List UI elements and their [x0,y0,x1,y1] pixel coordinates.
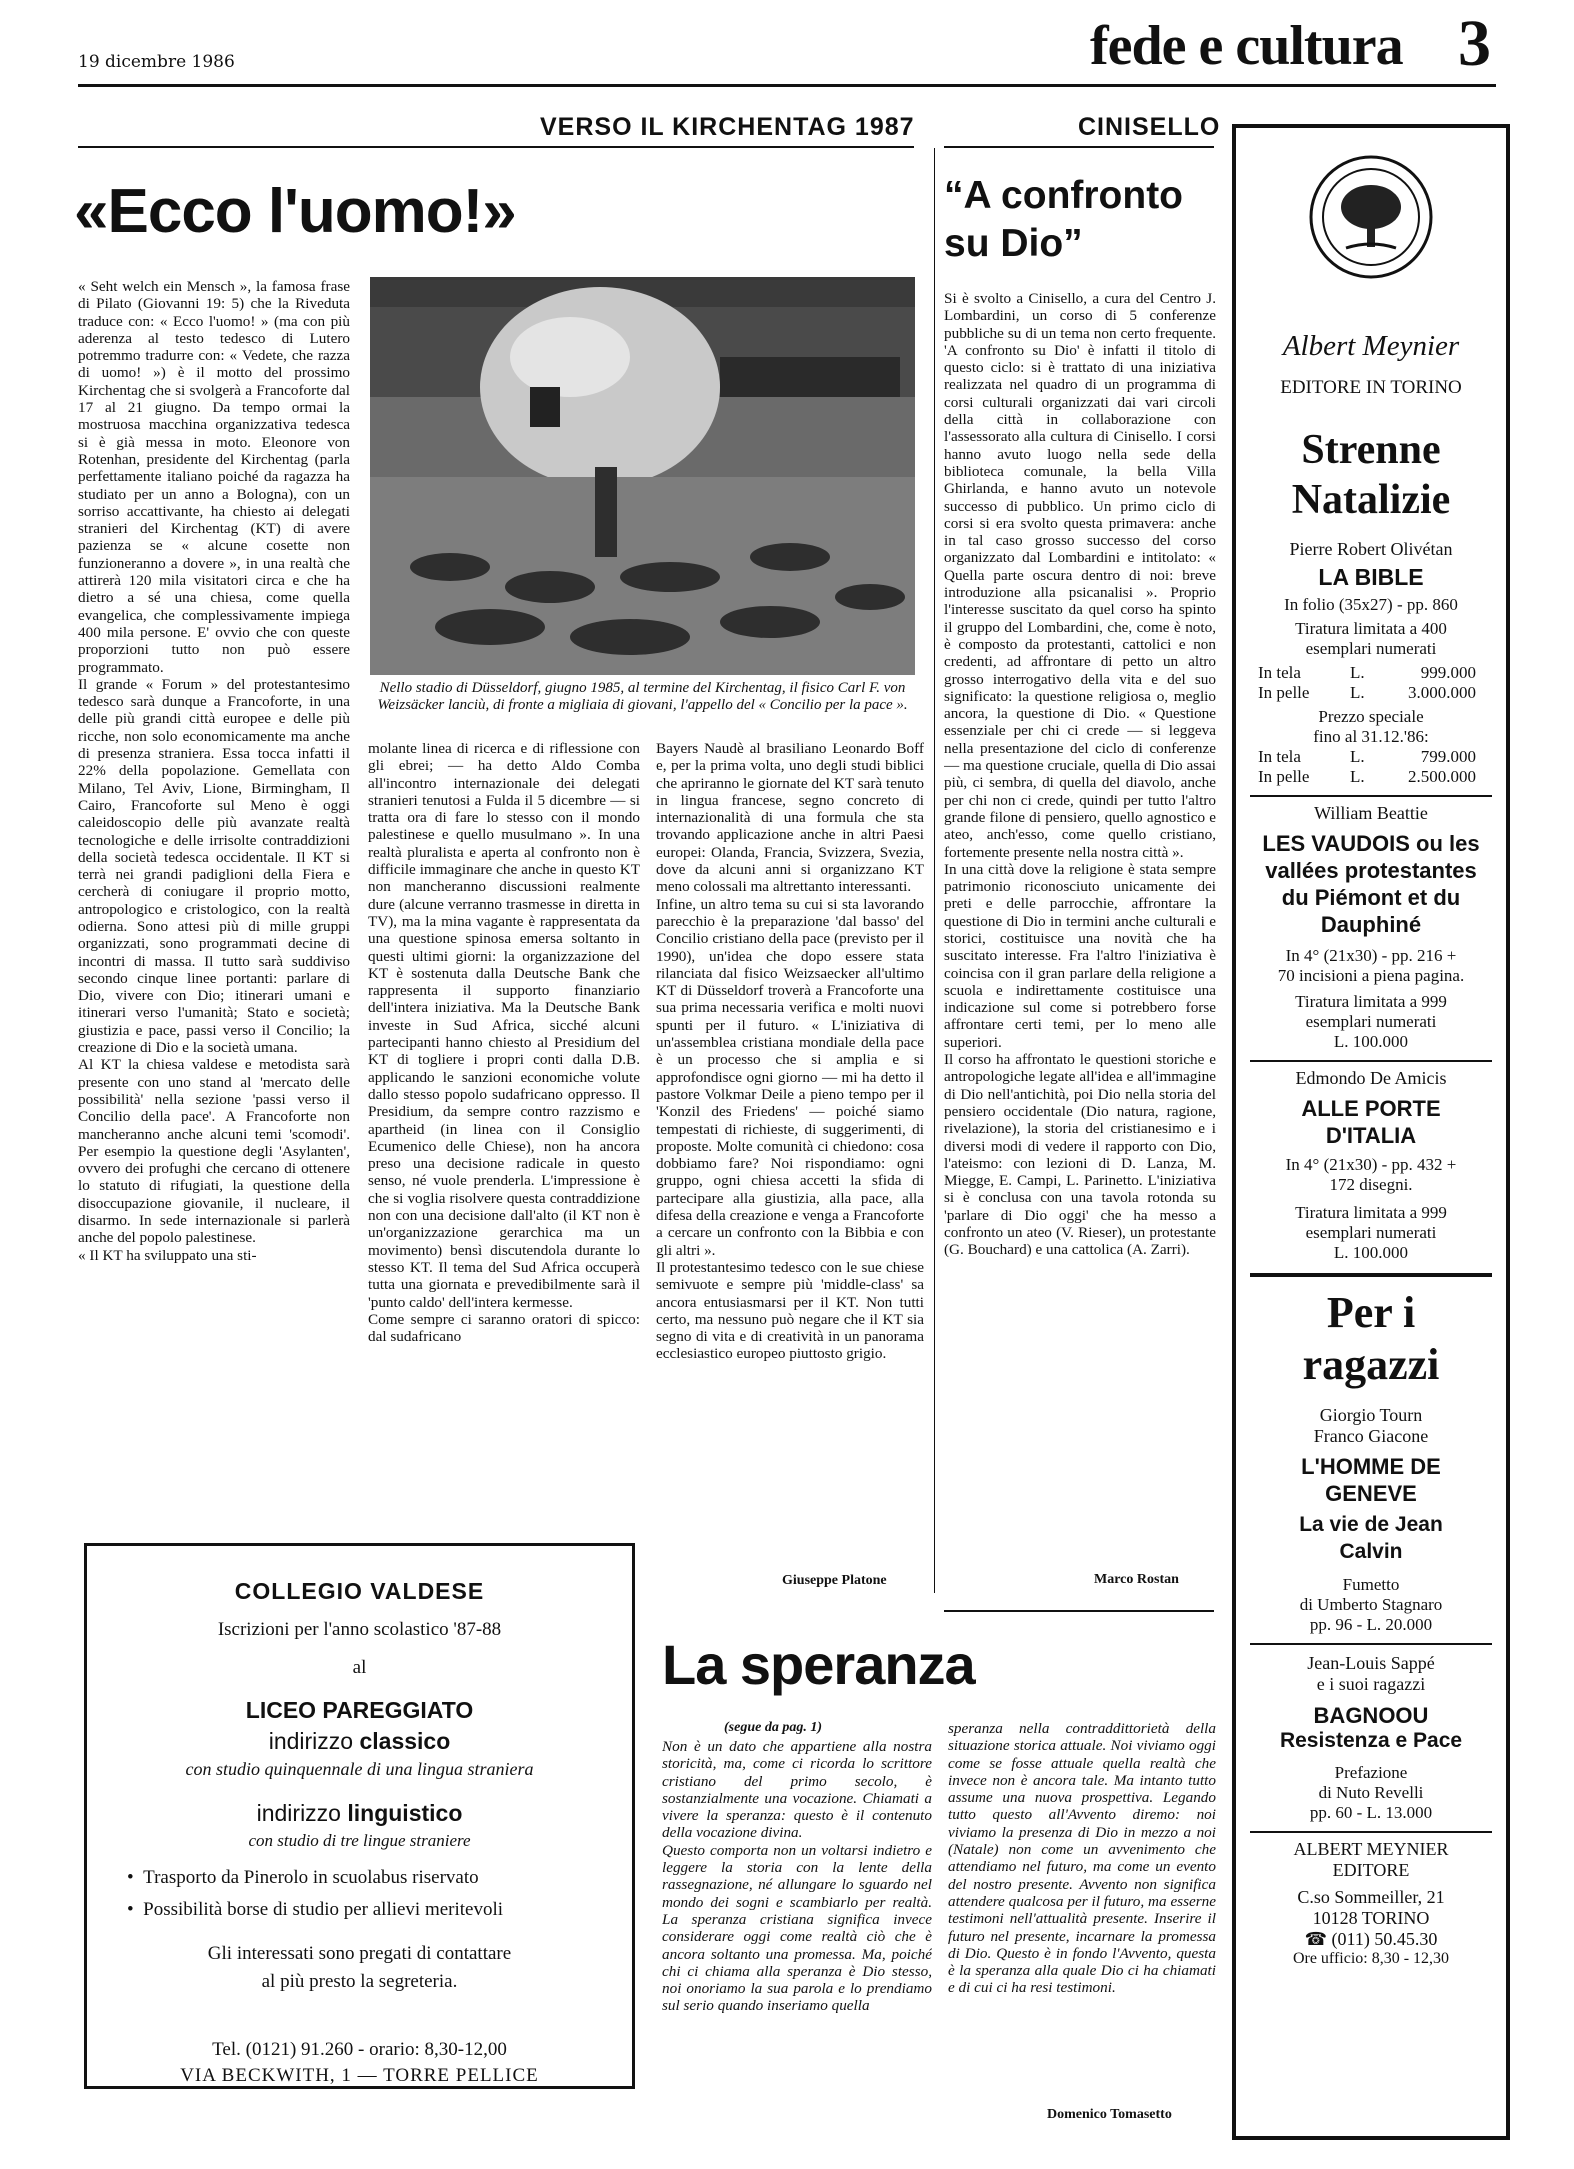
book1-prices [1258,663,1476,703]
meynier-footer-name: ALBERT MEYNIER [1293,1839,1449,1859]
article3-col2 [948,1720,1216,2102]
article3-title: La speranza [662,1633,975,1696]
price-label: In pelle [1258,767,1310,786]
meynier-brand: Albert Meynier [1282,330,1460,362]
price-label: In tela [1258,747,1301,766]
book1-author: Pierre Robert Olivétan [1289,539,1453,559]
book5-price: pp. 60 - L. 13.000 [1309,1803,1433,1822]
collegio-track1-note: con studio quinquennale di una lingua straniera [185,1759,534,1779]
collegio-track1 [87,1728,632,1755]
article2-title: “A confronto su Dio” [944,174,1184,265]
price-row [1258,683,1476,703]
article2-author: Marco Rostan [1094,1572,1179,1587]
book-divider [1250,1831,1492,1833]
book3-format1: In 4° (21x30) - pp. 432 + [1285,1155,1457,1174]
article1-col2 [368,740,640,1522]
book2-format1: In 4° (21x30) - pp. 216 + [1285,946,1457,965]
collegio-bullet1 [127,1867,632,1889]
book2-title: LES VAUDOIS ou les vallées protestantes du Piémont et du Dauphiné [1262,831,1480,937]
meynier-heading2: Per i ragazzi [1302,1288,1440,1389]
collegio-address: VIA BECKWITH, 1 — TORRE PELLICE [180,2065,539,2086]
meynier-footer-street: C.so Sommeiller, 21 [1297,1887,1445,1907]
meynier-ad [1232,124,1510,2140]
book1-print1: Tiratura limitata a 400 [1295,619,1447,638]
header-rule [78,84,1496,87]
collegio-name: COLLEGIO VALDESE [234,1578,485,1604]
collegio-school: LICEO PAREGGIATO [245,1697,474,1723]
book5-by: di Nuto Revelli [1318,1783,1424,1802]
price-row [1258,767,1476,787]
book2-author: William Beattie [1314,803,1428,823]
collegio-bullet2 [127,1899,632,1921]
collegio-track2-prefix: indirizzo [256,1800,348,1826]
collegio-track2-note: con studio di tre lingue straniere [248,1831,471,1850]
book-divider [1250,795,1492,797]
book5-title: BAGNOOU [1313,1703,1429,1728]
photo-caption: Nello stadio di Düsseldorf, giugno 1985, al termine del Kirchentag, il fisico Carl F. von Weizsäcker lanciù, di fronte a migliaia di giovani, l'appello del « Concilio per la pace ». [377,680,908,713]
book3-price: L. 100.000 [1333,1243,1409,1262]
book4-by: di Umberto Stagnaro [1299,1595,1443,1614]
issue-date: 19 dicembre 1986 [78,52,235,72]
article3-col2-text: speranza nella contraddittorietà della situazione storica attuale. Noi viviamo oggi come se fosse attuale quella realtà che invece non è ancora tale. Ma intanto tutto assume una nuova prospettiva. Legando tutto questo all'Avvento diremo: noi viviamo la presenza di Dio in mezzo a noi (Natale) non come un avvenimento che attendiamo nel futuro, ma come un evento del nostro presente. Avvento non significa attendere qualcosa per il futuro, ma esserne testimoni nell'attualità presente. Inserire il futuro nel presente, incarnare la promessa di Dio. Questo è in fondo l'Avvento, questa è la speranza alla quale Dio ci ha chiamati e di cui ci ha resi testimoni. [948,1720,1216,1997]
book4-title: L'HOMME DE GENEVE [1301,1454,1441,1506]
price-currency: L. [1350,683,1365,702]
bullet-icon: • [127,1867,144,1888]
book-divider [1250,1643,1492,1645]
book3-format2: 172 disegni. [1329,1175,1413,1194]
article1-col1 [78,278,350,1523]
article1-col3-text: Bayers Naudè al brasiliano Leonardo Boff e, per la prima volta, uno degli studi biblici che apriranno le giornate del KT sarà tenuto in lingua francese, segno concreto di internazionalità di una formula che sta trovando applicazione anche in altri Paesi europei: Olanda, Francia, Svizzera, Svezia, dove da alcuni anni si organizzano KT meno colossali ma altrettanto interessanti. Infine, un altro tema su cui si sta lavorando parecchio è la preparazione 'dal basso' del Concilio cristiano della pace (previsto per il 1990), un'idea che dopo essere stata rilanciata dal fisico Weizsaecker all'ultimo KT di Düsseldorf troverà a Francoforte una sua prima necessaria verifica e molti nuovi spunti per il futuro. « L'iniziativa di un'assemblea cristiana mondiale della pace è un processo che si amplia e si approfondisce ogni giorno — mi ha detto il pastore Volkmar Deile a pieno tempo per il 'Konzil des Friedens' — poiché siamo tempestati di richieste, di suggerimenti, di proposte. Molte comunità ci chiedono: cosa dobbiamo fare? Noi rispondiamo: ogni gruppo, ogni chiesa accetti la sfida di partecipare alla giustizia, alla pace, alla difesa della creazione e venga a Francoforte a cercare un confronto con la Bibbia e con gli altri ». Il protestantesimo tedesco con le sue chiese semivuote e sempre più 'middle-class' sa ancora entusiasmarsi per il KT. Non tutti certo, ma nessuno può negare che il KT sia segno di vita e di creatività in un panorama ecclesiastico europeo piuttosto grigio. [656,740,924,1363]
book1-title: LA BIBLE [1318,564,1424,590]
section-title: fede e cultura [1090,15,1403,77]
price-label: In tela [1258,663,1301,682]
article3-col1 [662,1738,932,2138]
article1-col3 [656,740,924,1560]
book4-subtitle: La vie de Jean Calvin [1299,1513,1443,1563]
collegio-ad [84,1543,635,2089]
meynier-publisher: EDITORE IN TORINO [1280,377,1462,398]
price-currency: L. [1350,663,1365,682]
article3-continuation: (segue da pag. 1) [724,1720,822,1735]
book5-subtitle: Resistenza e Pace [1279,1729,1463,1752]
price-value: 799.000 [1420,747,1476,766]
bullet-icon: • [127,1899,144,1920]
article3-col1-text: Non è un dato che appartiene alla nostra storicità, ma, come ci ricorda lo scrittore cristiano del primo secolo, è sostanzialmente una vocazione. Chiamati a vivere la speranza: questo è il contenuto della vocazione divina. Questo comporta non un voltarsi indietro e leggere la storia con la lente della rassegnazione, né allungare lo sguardo nel mondo dei sogni e scambiarlo per realtà. La speranza cristiana significa invece considerare oggi come realtà ciò che è ancora soltanto una promessa. Ma, poiché chi ci chiama alla speranza è Dio stesso, noi onoriamo la sua parola e lo prendiamo sul serio quando inseriamo quella [662,1738,932,2015]
price-currency: L. [1350,767,1365,786]
book1-special2: fino al 31.12.'86: [1313,727,1429,746]
article2-end-rule [944,1610,1214,1612]
book1-special1: Prezzo speciale [1318,707,1424,726]
collegio-track1-name: classico [359,1728,451,1754]
collegio-bullet1-text: Trasporto da Pinerolo in scuolabus riservato [143,1867,479,1888]
collegio-bullet2-text: Possibilità borse di studio per allievi meritevoli [143,1899,504,1920]
meynier-heading: Strenne Natalizie [1291,427,1451,523]
collegio-contact1: Gli interessati sono pregati di contattare [207,1943,512,1964]
article3-author: Domenico Tomasetto [1047,2107,1172,2122]
book4-kind: Fumetto [1342,1575,1400,1594]
book5-author2: e i suoi ragazzi [1316,1674,1426,1694]
meynier-footer-phone: ☎ (011) 50.45.30 [1304,1929,1438,1949]
book2-print2: esemplari numerati [1305,1012,1437,1031]
column-divider-1 [934,148,935,1593]
collegio-al: al [352,1657,367,1678]
collegio-track2 [87,1800,632,1827]
book4-author1: Giorgio Tourn [1319,1405,1423,1425]
price-currency: L. [1350,747,1365,766]
collegio-phone: Tel. (0121) 91.260 - orario: 8,30-12,00 [212,2039,507,2060]
price-row [1258,747,1476,767]
book3-print1: Tiratura limitata a 999 [1295,1203,1447,1222]
article1-title: «Ecco l'uomo!» [74,177,516,246]
meynier-footer-editore: EDITORE [1332,1860,1410,1880]
stadium-photo-image [370,277,915,675]
meynier-footer-hours: Ore ufficio: 8,30 - 12,30 [1292,1950,1450,1967]
olive-tree-icon [1306,152,1436,282]
book4-price: pp. 96 - L. 20.000 [1309,1615,1433,1634]
article2-text: Si è svolto a Cinisello, a cura del Centro J. Lombardini, un corso di 5 conferenze pubbliche su di un tema non certo frequente. 'A confronto su Dio' è infatti il titolo di questo ciclo: si è trattato di una iniziativa realizzata nel quadro di un programma di corsi culturali organizzati dai vari circoli della città in collaborazione con l'assessorato alla cultura di Cinisello. I corsi hanno avuto luogo nella sede della biblioteca comunale, la bella Villa Ghirlanda, e hanno avuto un notevole successo di pubblico. Un primo ciclo di corsi si era svolto questa primavera: anche in tal caso grosso successo del corso organizzato dal Lombardini e intitolato: « Quella parte oscura dentro di noi: breve introduzione alla psicanalisi ». Proprio l'interesse suscitato da quel corso ha spinto il gruppo del Lombardini, che, come è noto, è composto da protestanti, cattolici e non credenti, ad affrontare di petto un altro grosso interrogativo della vita e del suo significato: la questione religiosa o, meglio ancora, la questione di Dio. « Questione essenziale per chi ci crede — si leggeva nella presentazione del ciclo di conferenze — ma questione cruciale, quella di Dio assai più, ci sembra, di quella del diavolo, anche per chi non ci crede, quindi per tutto l'altro grande filone di pensiero, quello agnostico e ateo, anch'esso, come quello cristiano, fortemente presente nella nostra città ». In una città dove la religione è stata sempre patrimonio riconosciuto unicamente dei preti e delle parrocchie, affrontare la questione di Dio in termini anche culturali e storici, costituisce una novità che ha suscitato interesse. Fra l'altro l'iniziativa è coincisa con il gran parlare della religione a scuola e indirettamente costituisce una indicazione sul come si potrebbero forse affrontare certi temi, per lo meno alle superiori. Il corso ha affrontato le questioni storiche e antropologiche legate all'idea e all'immagine di Dio nell'antichità, poi Dio nella storia del pensiero occidentale (Dio natura, ragione, rivelazione), la storia del cristianesimo e i diversi modi di vedere il rapporto con Dio, l'ateismo: con lezioni di D. Lanza, M. Miegge, E. Campi, L. Parinetto. L'iniziativa si è conclusa con una tavola rotonda su 'parlare di Dio oggi' che ha messo a confronto un ateo (V. Rieser), un protestante (G. Bouchard) e una cattolica (A. Zarri). [944,290,1216,1259]
book3-title: ALLE PORTE D'ITALIA [1301,1096,1441,1148]
price-value: 2.500.000 [1408,767,1476,786]
section-divider [1250,1273,1492,1277]
article2-text-col [944,290,1216,1562]
price-value: 3.000.000 [1408,683,1476,702]
article1-author: Giuseppe Platone [782,1573,887,1588]
price-row [1258,663,1476,683]
meynier-footer-city: 10128 TORINO [1312,1908,1430,1928]
book5-author1: Jean-Louis Sappé [1307,1653,1435,1673]
book3-author: Edmondo De Amicis [1295,1068,1447,1088]
book2-price: L. 100.000 [1333,1032,1409,1051]
price-value: 999.000 [1420,663,1476,682]
book1-print2: esemplari numerati [1305,639,1437,658]
book3-print2: esemplari numerati [1305,1223,1437,1242]
book2-print1: Tiratura limitata a 999 [1295,992,1447,1011]
article1-kicker: VERSO IL KIRCHENTAG 1987 [540,113,915,141]
page-number: 3 [1458,7,1491,80]
article1-col1-text: « Seht welch ein Mensch », la famosa frase di Pilato (Giovanni 19: 5) che la Riveduta traduce con: « Ecco l'uomo! » (ma con più aderenza al testo tedesco di Lutero potremmo tradurre con: « Vedete, che razza di uomo! ») è il motto del prossimo Kirchentag che si svolgerà a Francoforte dal 17 al 21 giugno. Da tempo ormai la mostruosa macchina organizzativa tedesca si è già messa in moto. Eleonore von Rotenhan, presidente del Kirchentag (parla perfettamente italiano poiché da ragazza ha studiato per un anno a Bologna), con un sorriso accattivante, ha chiesto ai delegati stranieri del Kirchentag (KT) di avere pazienza se « alcune cosette non funzioneranno a dovere », in una realtà che attirerà 120 mila visitatori circa e che ha dietro a sé una chiesa, come quella evangelica, che complessivamente impiega 400 mila persone. E' ovvio che con queste proporzioni tutto non può essere programmato. Il grande « Forum » del protestantesimo tedesco sarà dunque a Francoforte, in una delle più grandi città europee e delle più ricche, non solo economicamente ma anche di presenza straniera. Essa tocca infatti il 22% della popolazione. Gemellata con Milano, Tel Aviv, Lione, Birmingham, Il Cairo, Francoforte sul Meno è oggi caleidoscopio delle più avanzate realtà tecnologiche e delle irrisolte contraddizioni della società tedesca occidentale. Il KT si terrà nei grandi padiglioni della Fiera e cercherà di coniugare il proprio motto, antropologico e cristologico, con la realtà odierna. Sono attesi più di mille gruppi organizzati, sono programmati decine di incontri di massa. Il tutto sarà suddiviso secondo cinque linee portanti: parlare di Dio, vivere con Dio; itinerari umani e itinerari verso l'umanità; Stato e società; giustizia e pace, passi verso il Concilio; la creazione di Dio e la società umana. Al KT la chiesa valdese e metodista sarà presente con uno stand al 'mercato delle possibilità' nella sezione 'passi verso il Concilio della pace'. A Francoforte non mancheranno anche alcuni temi 'scomodi'. Per esempio la questione degli 'Asylanten', ovvero dei profughi che cercano di ottenere lo statuto di rifugiati, la questione della disoccupazione giovanile, il nucleare, il disarmo. In sede internazionale si parlerà anche del popolo palestinese. « Il KT ha sviluppato una sti- [78,278,350,1264]
price-label: In pelle [1258,683,1310,702]
book-divider [1250,1060,1492,1062]
collegio-track1-prefix: indirizzo [268,1728,360,1754]
article1-col2-text: molante linea di ricerca e di riflessione con gli ebrei; — ha detto Aldo Comba all'incontro internazionale dei delegati stranieri tenutosi a Fulda il 5 dicembre — si tratta ora di fare lo stesso con il mondo palestinese e quello musulmano ». In una realtà pluralista e aperta al confronto non è difficile immaginare che anche in questo KT non mancheranno discussioni realmente dure (alcune verranno trasmesse in diretta in TV), ma la mina vagante è rappresentata da una questione spinosa emersa soltanto in questi ultimi giorni: la organizzazione del KT è sostenuta dalla Deutsche Bank che rappresenta il supporto finanziario dell'intera iniziativa. Ma la Deutsche Bank investe in Sud Africa, sicché alcuni partecipanti hanno chiesto al Presidium del KT di togliere i propri conti dalla D.B. applicando le sanzioni economiche volute dallo stesso popolo sudafricano oppresso. Il Presidium, da sempre contro razzismo e apartheid (in linea con il Consiglio Ecumenico delle Chiese), non ha ancora preso una decisione radicale in questo senso, né vuole prenderla. L'impressione è che si voglia risolvere questa contraddizione non con una decisione dall'alto (il KT non è un'organizzazione gerarchica ma un movimento) bensì discutendola durante lo stesso KT. Il tema del Sud Africa occuperà tutta una giornata e prevedibilmente sarà il 'punto caldo' dell'intera kermesse. Come sempre ci saranno oratori di spicco: dal sudafricano [368,740,640,1346]
stadium-photo [370,277,915,675]
article2-kicker-rule [944,146,1214,148]
olive-tree-logo [1236,152,1506,286]
book1-format: In folio (35x27) - pp. 860 [1284,595,1458,614]
collegio-contact2: al più presto la segreteria. [261,1971,458,1992]
article2-kicker: CINISELLO [1078,113,1221,141]
book2-format2: 70 incisioni a piena pagina. [1277,966,1465,985]
article1-kicker-rule [78,146,914,148]
collegio-enroll: Iscrizioni per l'anno scolastico '87-88 [217,1619,502,1640]
collegio-track2-name: linguistico [347,1800,463,1826]
book4-author2: Franco Giacone [1313,1426,1429,1446]
book1-prices-special [1258,747,1476,787]
book5-preface: Prefazione [1334,1763,1408,1782]
